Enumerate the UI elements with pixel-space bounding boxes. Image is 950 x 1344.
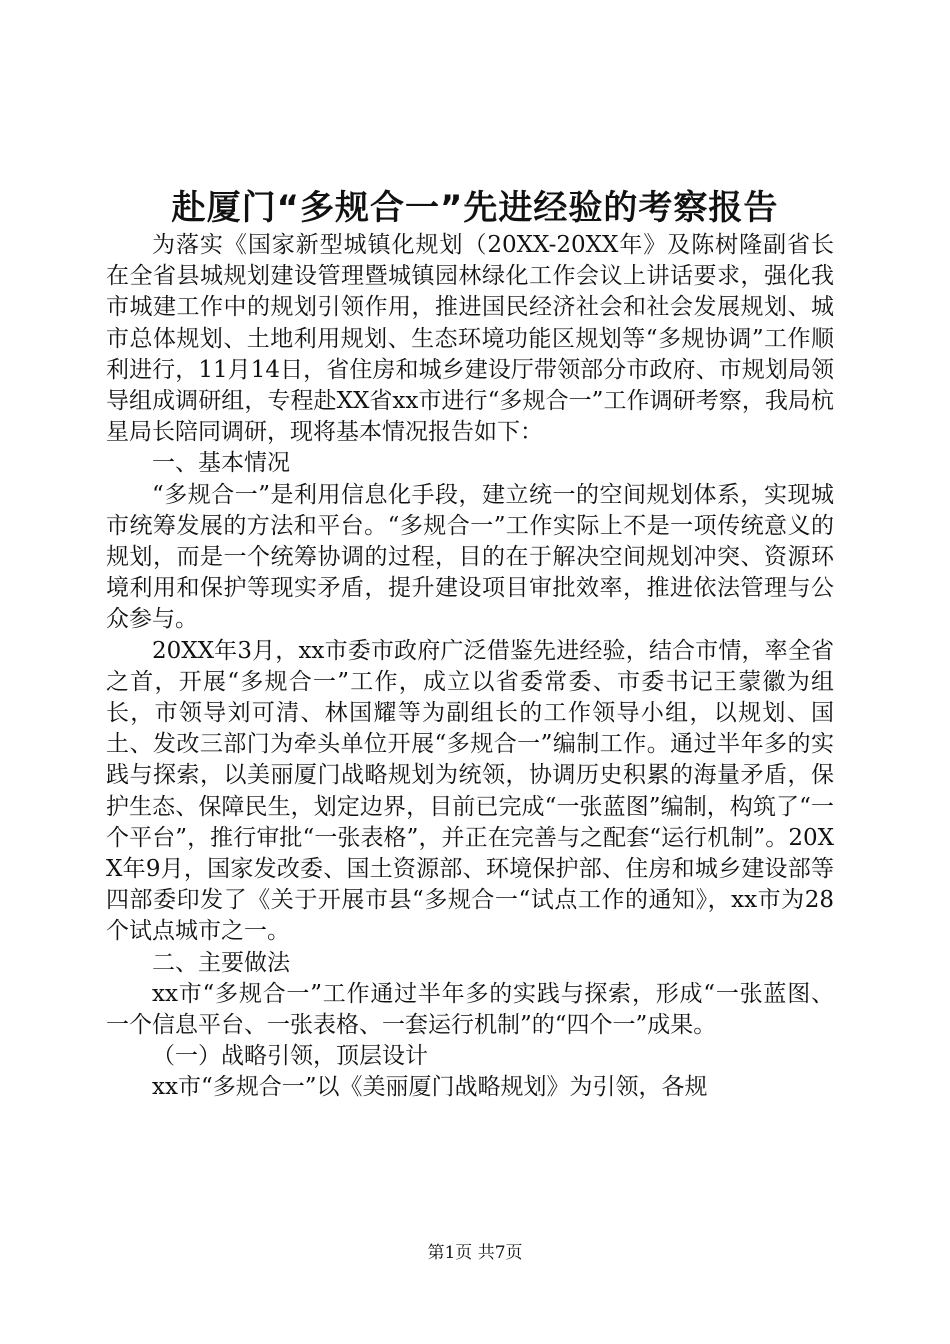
section-heading-methods: 二、主要做法	[152, 949, 290, 976]
subsection-heading: （一）战略引领，顶层设计	[152, 1043, 428, 1070]
document-body	[106, 230, 834, 1104]
body-paragraph: 20XX年3月，xx市委市政府广泛借鉴先进经验，结合市情，率全省之首，开展“多规合一”工作，成立以省委常委、市委书记王蒙徽为组长，市领导刘可清、林国耀等为副组长的工作领导小组，以规划、国土、发改三部门为牵头单位开展“多规合一”编制工作。通过半年多的实践与探索，以美丽厦门战略规划为统领，协调历史积累的海量矛盾，保护生态、保障民生，划定边界，目前已完成“一张蓝图”编制，构筑了“一个平台”，推行审批“一张表格”，并正在完善与之配套“运行机制”。20XX年9月，国家发改委、国土资源部、环境保护部、住房和城乡建设部等四部委印发了《关于开展市县“多规合一“试点工作的通知》，xx市为28个试点城市之一。	[106, 637, 834, 945]
intro-paragraph: 为落实《国家新型城镇化规划（20XX-20XX年》及陈树隆副省长在全省县城规划建设管理暨城镇园林绿化工作会议上讲话要求，强化我市城建工作中的规划引领作用，推进国民经济社会和社会发展规划、城市总体规划、土地利用规划、生态环境功能区规划等“多规协调”工作顺利进行，11月14日，省住房和城乡建设厅带领部分市政府、市规划局领导组成调研组，专程赴XX省xx市进行“多规合一”工作调研考察，我局杭星局长陪同调研，现将基本情况报告如下：	[106, 232, 834, 446]
body-paragraph: xx市“多规合一”以《美丽厦门战略规划》为引领，各规	[152, 1074, 708, 1101]
body-paragraph: xx市“多规合一”工作通过半年多的实践与探索，形成“一张蓝图、一个信息平台、一张表格、一套运行机制”的“四个一”成果。	[106, 980, 834, 1039]
document-title: 赴厦门“多规合一”先进经验的考察报告	[171, 188, 779, 228]
section-heading-basic: 一、基本情况	[152, 450, 290, 477]
body-paragraph: “多规合一”是利用信息化手段，建立统一的空间规划体系，实现城市统筹发展的方法和平台。“多规合一”工作实际上不是一项传统意义的规划，而是一个统筹协调的过程，目的在于解决空间规划冲突、资源环境利用和保护等现实矛盾，提升建设项目审批效率，推进依法管理与公众参与。	[106, 481, 834, 633]
page-footer: 第1页 共7页	[427, 1243, 523, 1263]
